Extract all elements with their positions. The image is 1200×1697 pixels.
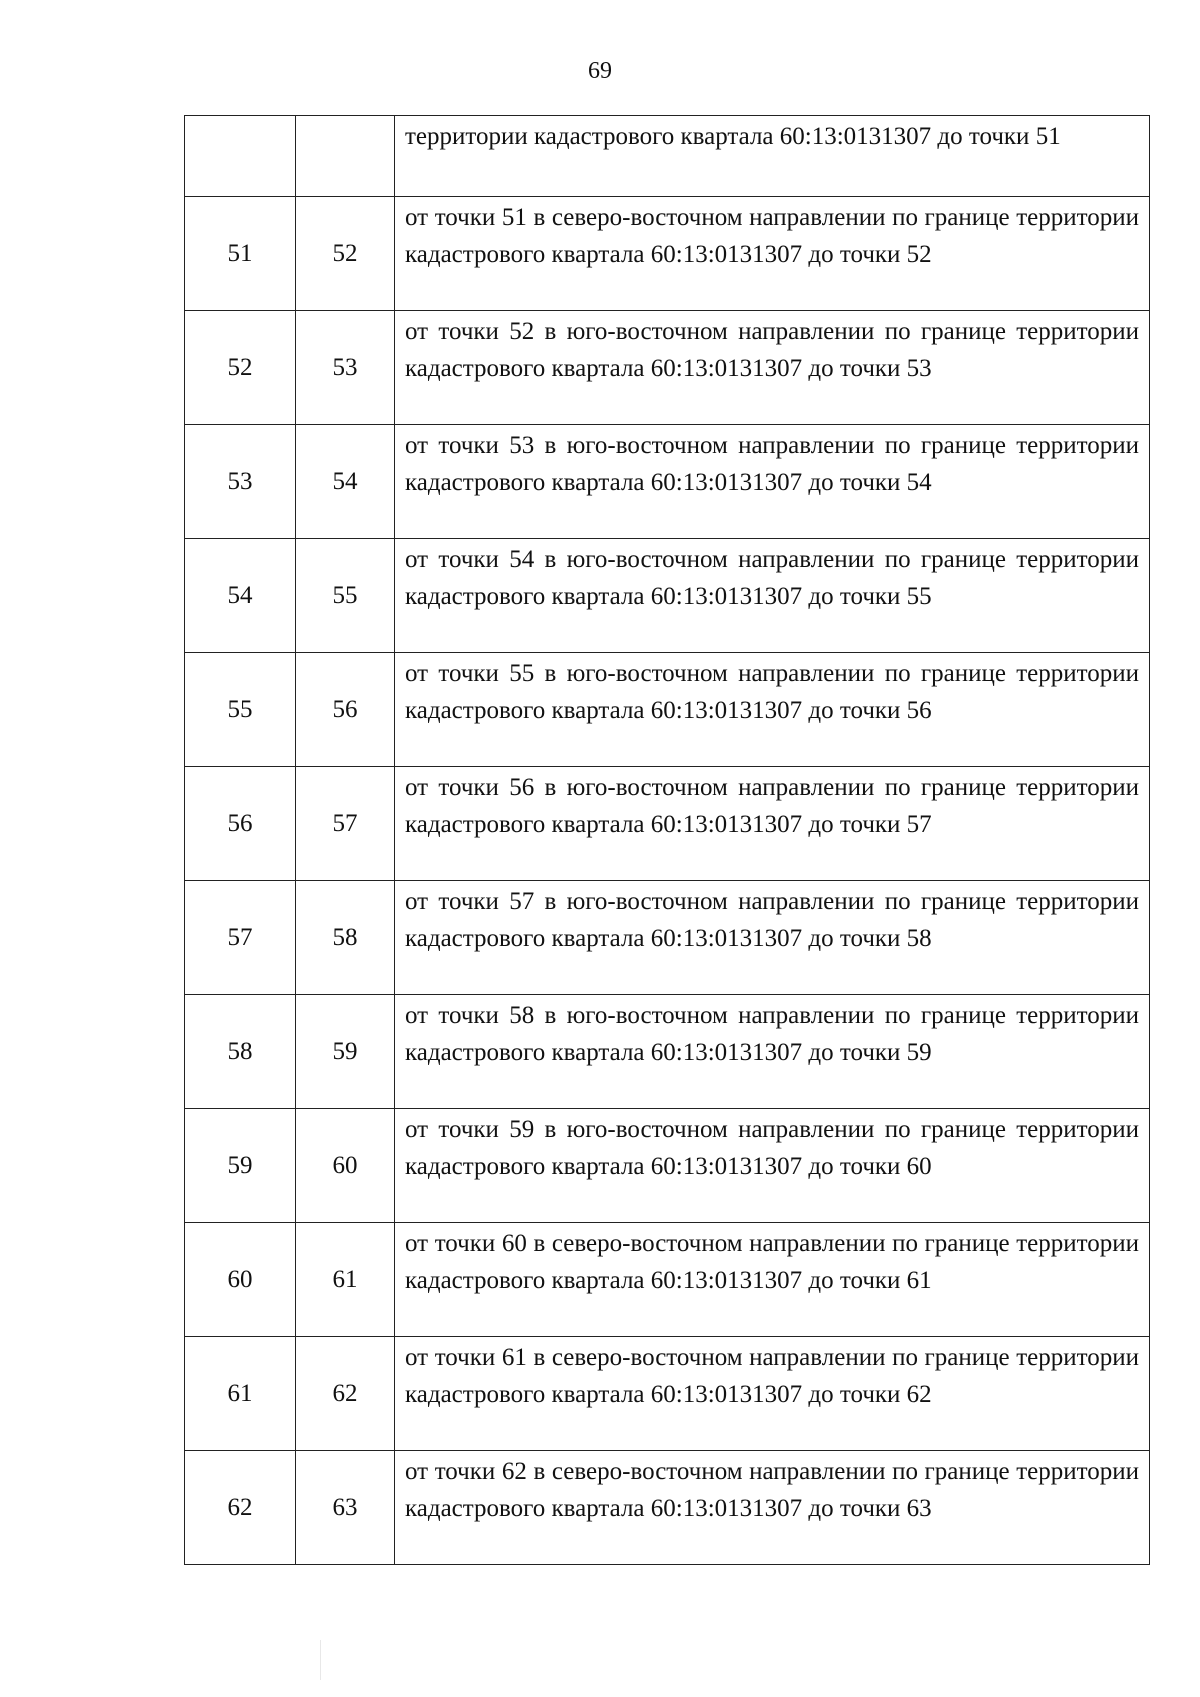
to-point-cell: 59	[296, 995, 395, 1109]
description-cell: от точки 54 в юго-восточном направлении по границе территории кадастрового квартала 60:13:0131307 до точки 55	[395, 539, 1150, 653]
from-point-cell: 58	[185, 995, 296, 1109]
description-cell: от точки 56 в юго-восточном направлении по границе территории кадастрового квартала 60:13:0131307 до точки 57	[395, 767, 1150, 881]
table-row	[185, 539, 1150, 653]
to-point-cell: 52	[296, 197, 395, 311]
from-point-cell: 56	[185, 767, 296, 881]
to-point-cell: 60	[296, 1109, 395, 1223]
from-point-cell: 61	[185, 1337, 296, 1451]
to-point-cell: 56	[296, 653, 395, 767]
from-point-cell: 59	[185, 1109, 296, 1223]
description-cell: от точки 53 в юго-восточном направлении по границе территории кадастрового квартала 60:13:0131307 до точки 54	[395, 425, 1150, 539]
description-cell: от точки 52 в юго-восточном направлении по границе территории кадастрового квартала 60:13:0131307 до точки 53	[395, 311, 1150, 425]
description-cell: от точки 58 в юго-восточном направлении по границе территории кадастрового квартала 60:13:0131307 до точки 59	[395, 995, 1150, 1109]
to-point-cell: 62	[296, 1337, 395, 1451]
table-row	[185, 767, 1150, 881]
to-point-cell: 58	[296, 881, 395, 995]
table-row	[185, 1109, 1150, 1223]
from-point-cell: 55	[185, 653, 296, 767]
table-row	[185, 1223, 1150, 1337]
table-row	[185, 653, 1150, 767]
table-row	[185, 197, 1150, 311]
scan-artifact	[320, 1640, 321, 1680]
from-point-cell: 52	[185, 311, 296, 425]
to-point-cell: 54	[296, 425, 395, 539]
from-point-cell: 60	[185, 1223, 296, 1337]
description-cell: от точки 59 в юго-восточном направлении по границе территории кадастрового квартала 60:13:0131307 до точки 60	[395, 1109, 1150, 1223]
description-cell: территории кадастрового квартала 60:13:0131307 до точки 51	[395, 116, 1150, 197]
description-cell: от точки 57 в юго-восточном направлении по границе территории кадастрового квартала 60:13:0131307 до точки 58	[395, 881, 1150, 995]
to-point-cell: 57	[296, 767, 395, 881]
to-point-cell	[296, 116, 395, 197]
from-point-cell: 57	[185, 881, 296, 995]
description-cell: от точки 61 в северо-восточном направлении по границе территории кадастрового квартала 60:13:0131307 до точки 62	[395, 1337, 1150, 1451]
from-point-cell: 54	[185, 539, 296, 653]
to-point-cell: 63	[296, 1451, 395, 1565]
boundary-description-table	[184, 115, 1150, 1565]
description-cell: от точки 62 в северо-восточном направлении по границе территории кадастрового квартала 60:13:0131307 до точки 63	[395, 1451, 1150, 1565]
page-number: 69	[588, 58, 612, 84]
from-point-cell: 62	[185, 1451, 296, 1565]
description-cell: от точки 51 в северо-восточном направлении по границе территории кадастрового квартала 60:13:0131307 до точки 52	[395, 197, 1150, 311]
from-point-cell: 51	[185, 197, 296, 311]
to-point-cell: 53	[296, 311, 395, 425]
table-row	[185, 425, 1150, 539]
table-row	[185, 881, 1150, 995]
to-point-cell: 61	[296, 1223, 395, 1337]
table-row	[185, 1451, 1150, 1565]
table-row	[185, 1337, 1150, 1451]
to-point-cell: 55	[296, 539, 395, 653]
description-cell: от точки 60 в северо-восточном направлении по границе территории кадастрового квартала 60:13:0131307 до точки 61	[395, 1223, 1150, 1337]
description-cell: от точки 55 в юго-восточном направлении по границе территории кадастрового квартала 60:13:0131307 до точки 56	[395, 653, 1150, 767]
table-row	[185, 311, 1150, 425]
from-point-cell	[185, 116, 296, 197]
from-point-cell: 53	[185, 425, 296, 539]
table-row	[185, 995, 1150, 1109]
table-row	[185, 116, 1150, 197]
